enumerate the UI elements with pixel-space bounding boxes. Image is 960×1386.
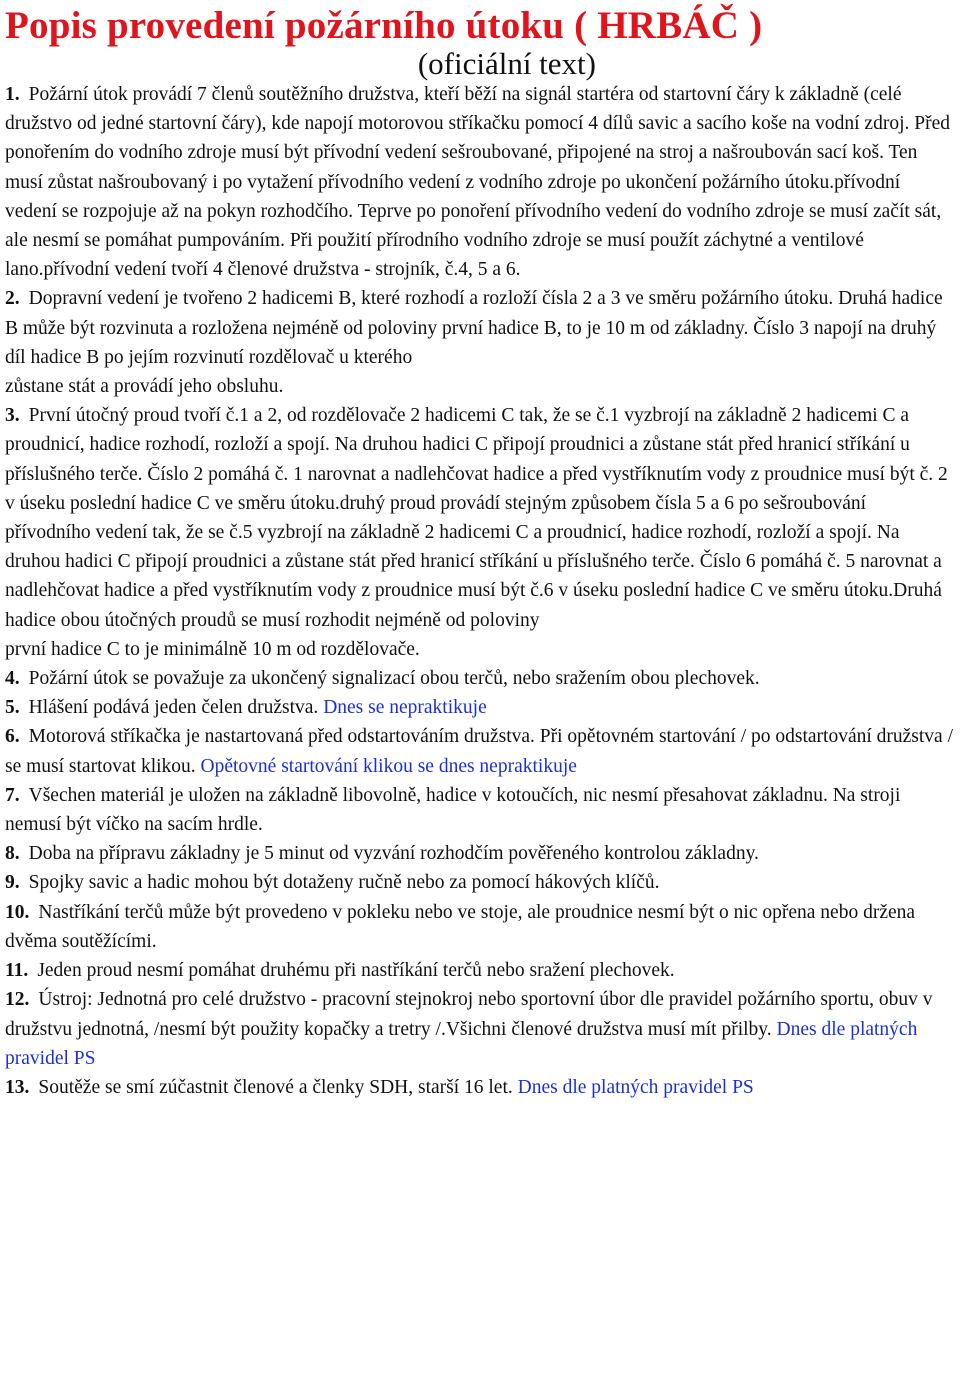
rule-item-13 (5, 1073, 954, 1102)
rule-text: Hlášení podává jeden čelen družstva. (28, 697, 319, 719)
rule-text: Jeden proud nesmí pomáhat druhému při nastříkání terčů nebo sražení plechovek. (37, 960, 675, 982)
rule-item-12 (5, 985, 954, 1073)
rule-text: Dopravní vedení je tvořeno 2 hadicemi B, které rozhodí a rozloží čísla 2 a 3 ve směru požárního útoku. Druhá hadice B může být rozvinuta a rozložena nejméně od poloviny první hadice B, to je 10 m od základny. Číslo 3 napojí na druhý díl hadice B po jejím rozvinutí rozdělovač u kterého (5, 288, 943, 368)
rule-text: Požární útok se považuje za ukončený signalizací obou terčů, nebo sražením obou plechovek. (28, 668, 760, 690)
rule-number: 9. (5, 872, 20, 894)
document-subtitle: (oficiální text) (417, 46, 596, 81)
rule-text: Motorová stříkačka je nastartovaná před odstartováním družstva. Při opětovném startování / po odstartování družstva / se musí startovat klikou. (5, 726, 954, 777)
rule-text: Všechen materiál je uložen na základně libovolně, hadice v kotoučích, nic nesmí přesahovat základnu. Na stroji nemusí být víčko na sacím hrdle. (5, 784, 901, 836)
rule-item-6 (5, 722, 954, 780)
rule-item-2 (5, 284, 954, 401)
rule-item-7 (5, 781, 954, 839)
rule-number: 10. (5, 901, 30, 923)
rule-text-continuation: první hadice C to je minimálně 10 m od rozdělovače. (5, 638, 420, 660)
rule-note: Opětovné startování klikou se dnes nepraktikuje (200, 755, 577, 777)
document-title: Popis provedení požárního útoku ( HRBÁČ ) (5, 4, 763, 47)
rule-note: Dnes dle platných pravidel PS (517, 1076, 754, 1098)
rule-number: 13. (5, 1076, 30, 1098)
rule-text: Doba na přípravu základny je 5 minut od vyzvání rozhodčím pověřeného kontrolou základny. (28, 843, 759, 865)
rule-number: 12. (5, 989, 30, 1011)
rule-item-8 (5, 839, 954, 868)
rule-number: 11. (5, 960, 29, 982)
rule-text: Nastříkání terčů může být provedeno v pokleku nebo ve stoje, ale proudnice nesmí být o nic opřena nebo držena dvěma soutěžícími. (5, 901, 916, 952)
rule-number: 4. (5, 668, 20, 690)
rules-list (5, 80, 954, 1102)
rule-number: 3. (5, 405, 20, 427)
rule-item-4 (5, 664, 954, 693)
rule-text: První útočný proud tvoří č.1 a 2, od rozdělovače 2 hadicemi C tak, že se č.1 vyzbrojí na základně 2 hadicemi C a proudnicí, hadice rozhodí, rozloží a spojí. Na druhou hadici C připojí proudnici a zůstane stát před hranicí stříkání u příslušného terče. Číslo 2 pomáhá č. 1 narovnat a nadlehčovat hadice a před vystříknutím vody z proudnice musí být č. 2 v úseku poslední hadice C ve směru útoku.druhý proud provádí stejným způsobem čísla 5 a 6 po sešroubování přívodního vedení tak, že se č.5 vyzbrojí na základně 2 hadicemi C a proudnicí, hadice rozhodí, rozloží a spojí. Na druhou hadici C připojí proudnici a zůstane stát před hranicí stříkání u příslušného terče. Číslo 6 pomáhá č. 5 narovnat a nadlehčovat hadice a před vystříknutím vody z proudnice musí být č.6 v úseku poslední hadice C ve směru útoku.Druhá hadice obou útočných proudů se musí rozhodit nejméně od poloviny (5, 405, 948, 631)
rule-number: 7. (5, 784, 20, 806)
rule-text: Spojky savic a hadic mohou být dotaženy ručně nebo za pomocí hákových klíčů. (28, 872, 660, 894)
rule-text: Soutěže se smí zúčastnit členové a členky SDH, starší 16 let. (38, 1076, 513, 1098)
rule-item-9 (5, 868, 954, 897)
rule-number: 6. (5, 726, 20, 748)
rule-item-5 (5, 693, 954, 722)
rule-item-3 (5, 401, 954, 664)
rule-text-continuation: zůstane stát a provádí jeho obsluhu. (5, 376, 284, 398)
rule-number: 5. (5, 697, 20, 719)
rule-number: 2. (5, 288, 20, 310)
rule-note: Dnes dle platných pravidel PS (5, 1018, 918, 1069)
rule-item-10 (5, 898, 954, 956)
rule-note: Dnes se nepraktikuje (323, 697, 487, 719)
rule-item-1 (5, 80, 954, 284)
rule-number: 1. (5, 84, 20, 105)
rule-number: 8. (5, 843, 20, 865)
rule-item-11 (5, 956, 954, 985)
rule-text: Požární útok provádí 7 členů soutěžního družstva, kteří běží na signál startéra od startovní čáry k základně (celé družstvo od jedné startovní čáry), kde napojí motorovou stříkačku pomocí 4 dílů savic a sacího koše na vodní zdroj. Před ponořením do vodního zdroje musí být přívodní vedení sešroubované, připojené na stroj a našroubován sací koš. Ten musí zůstat našroubovaný i po vytažení přívodního vedení z vodního zdroje po ukončení požárního útoku.přívodní vedení se rozpojuje až na pokyn rozhodčího. Teprve po ponoření přívodního vedení do vodního zdroje se musí začít sát, ale nesmí se pomáhat pumpováním. Při použití přírodního vodního zdroje se musí použít záchytné a ventilové lano.přívodní vedení tvoří 4 členové družstva - strojník, č.4, 5 a 6. (5, 84, 950, 281)
rule-text: Ústroj: Jednotná pro celé družstvo - pracovní stejnokroj nebo sportovní úbor dle pravidel požárního sportu, obuv v družstvu jednotná, /nesmí být použity kopačky a tretry /.Všichni členové družstva musí mít přilby. (5, 989, 933, 1040)
